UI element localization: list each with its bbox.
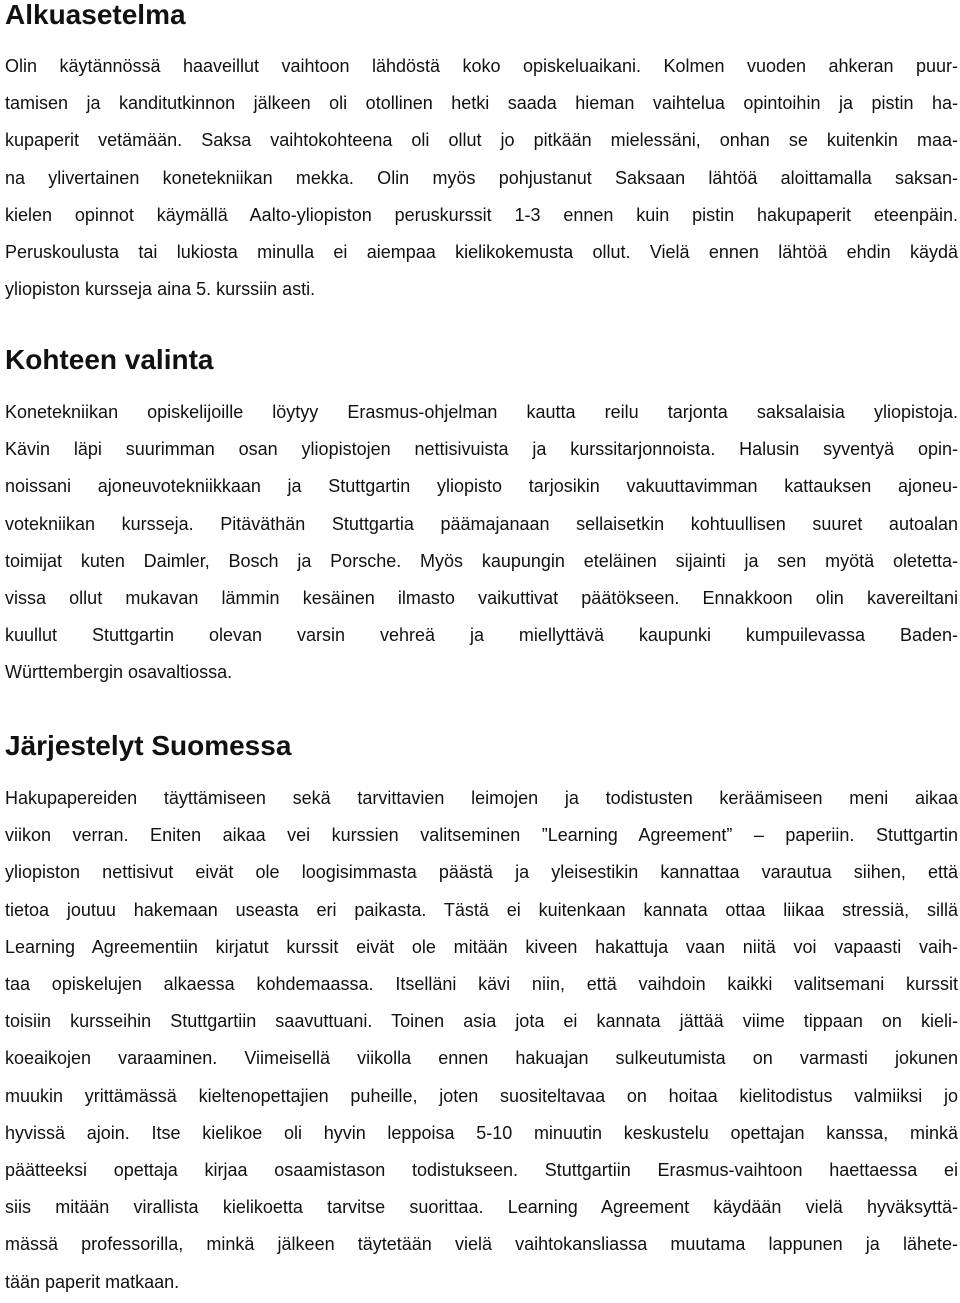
paragraph-line: mässä professorilla, minkä jälkeen täytetään vielä vaihtokansliassa muutama lappunen ja lähete- (5, 1234, 958, 1255)
paragraph-line: yliopiston nettisivut eivät ole loogisimmasta päästä ja yleisestikin kannattaa varautua siihen, että (5, 862, 958, 883)
paragraph-line: koeaikojen varaaminen. Viimeisellä viikolla ennen hakuajan sulkeutumista on varmasti jokunen (5, 1048, 958, 1069)
paragraph-line: siis mitään virallista kielikoetta tarvitse suorittaa. Learning Agreement käydään vielä hyväksyttä- (5, 1197, 958, 1218)
paragraph-line: Peruskoulusta tai lukiosta minulla ei aiempaa kielikokemusta ollut. Vielä ennen lähtöä ehdin käydä (5, 242, 958, 263)
section-heading-alkuasetelma: Alkuasetelma (5, 0, 186, 30)
paragraph-line: tietoa joutuu hakemaan useasta eri paikasta. Tästä ei kuitenkaan kannata ottaa liikaa stressiä, sillä (5, 899, 958, 920)
paragraph-line: votekniikan kursseja. Pitäväthän Stuttgartia päämajanaan sellaisetkin kohtuullisen suuret autoalan (5, 513, 958, 534)
paragraph-line: toisiin kursseihin Stuttgartiin saavuttuani. Toinen asia jota ei kannata jättää viime tippaan on kieli- (5, 1011, 958, 1032)
paragraph-line: vissa ollut mukavan lämmin kesäinen ilmasto vaikuttivat päätökseen. Ennakkoon olin kavereiltani (5, 588, 958, 609)
section-paragraph-jarjestelyt-suomessa (5, 780, 958, 1301)
paragraph-line: tamisen ja kanditutkinnon jälkeen oli otollinen hetki saada hieman vaihtelua opintoihin ja pistin ha- (5, 93, 958, 114)
paragraph-line: Kävin läpi suurimman osan yliopistojen nettisivuista ja kurssitarjonnoista. Halusin syventyä opin- (5, 439, 958, 460)
paragraph-line: kupaperit vetämään. Saksa vaihtokohteena oli ollut jo pitkään mielessäni, onhan se kuitenkin maa- (5, 130, 958, 151)
paragraph-line: kuullut Stuttgartin olevan varsin vehreä ja miellyttävä kaupunki kumpuilevassa Baden- (5, 625, 958, 646)
section-heading-kohteen-valinta: Kohteen valinta (5, 344, 214, 375)
paragraph-line: muukin yrittämässä kieltenopettajien puheille, joten suositeltavaa on hoitaa kielitodistus valmiiksi jo (5, 1085, 958, 1106)
paragraph-line: taa opiskelujen alkaessa kohdemaassa. Itselläni kävi niin, että vaihdoin kaikki valitsemani kurssit (5, 974, 958, 995)
section-paragraph-alkuasetelma (5, 48, 958, 308)
paragraph-line: Learning Agreementiin kirjatut kurssit eivät ole mitään kiveen hakattuja vaan niitä voi vapaasti vaih- (5, 936, 958, 957)
section-paragraph-kohteen-valinta (5, 394, 958, 692)
paragraph-line: viikon verran. Eniten aikaa vei kurssien valitseminen ”Learning Agreement” – paperiin. Stuttgartin (5, 825, 958, 846)
paragraph-line: päätteeksi opettaja kirjaa osaamistason todistukseen. Stuttgartiin Erasmus-vaihtoon haettaessa ei (5, 1160, 958, 1181)
paragraph-line: Olin käytännössä haaveillut vaihtoon lähdöstä koko opiskeluaikani. Kolmen vuoden ahkeran puur- (5, 56, 958, 76)
paragraph-line: Hakupapereiden täyttämiseen sekä tarvittavien leimojen ja todistusten keräämiseen meni aikaa (5, 788, 958, 808)
paragraph-line: Konetekniikan opiskelijoille löytyy Erasmus-ohjelman kautta reilu tarjonta saksalaisia yliopistoja. (5, 402, 958, 422)
paragraph-line: Württembergin osavaltiossa. (5, 662, 233, 683)
section-heading-jarjestelyt-suomessa: Järjestelyt Suomessa (5, 730, 292, 761)
paragraph-line: na ylivertainen konetekniikan mekka. Olin myös pohjustanut Saksaan lähtöä aloittamalla saksan- (5, 167, 958, 188)
paragraph-line: tään paperit matkaan. (5, 1271, 180, 1292)
paragraph-line: kielen opinnot käymällä Aalto-yliopiston peruskurssit 1-3 ennen kuin pistin hakupaperit eteenpäin. (5, 204, 958, 225)
paragraph-line: toimijat kuten Daimler, Bosch ja Porsche. Myös kaupungin eteläinen sijainti ja sen myötä oletetta- (5, 550, 958, 571)
paragraph-line: yliopiston kursseja aina 5. kurssiin asti. (5, 279, 316, 300)
paragraph-line: hyvissä ajoin. Itse kielikoe oli hyvin leppoisa 5-10 minuutin keskustelu opettajan kanssa, minkä (5, 1122, 958, 1143)
paragraph-line: noissani ajoneuvotekniikkaan ja Stuttgartin yliopisto tarjosikin vakuuttavimman kattauksen ajoneu- (5, 476, 958, 497)
